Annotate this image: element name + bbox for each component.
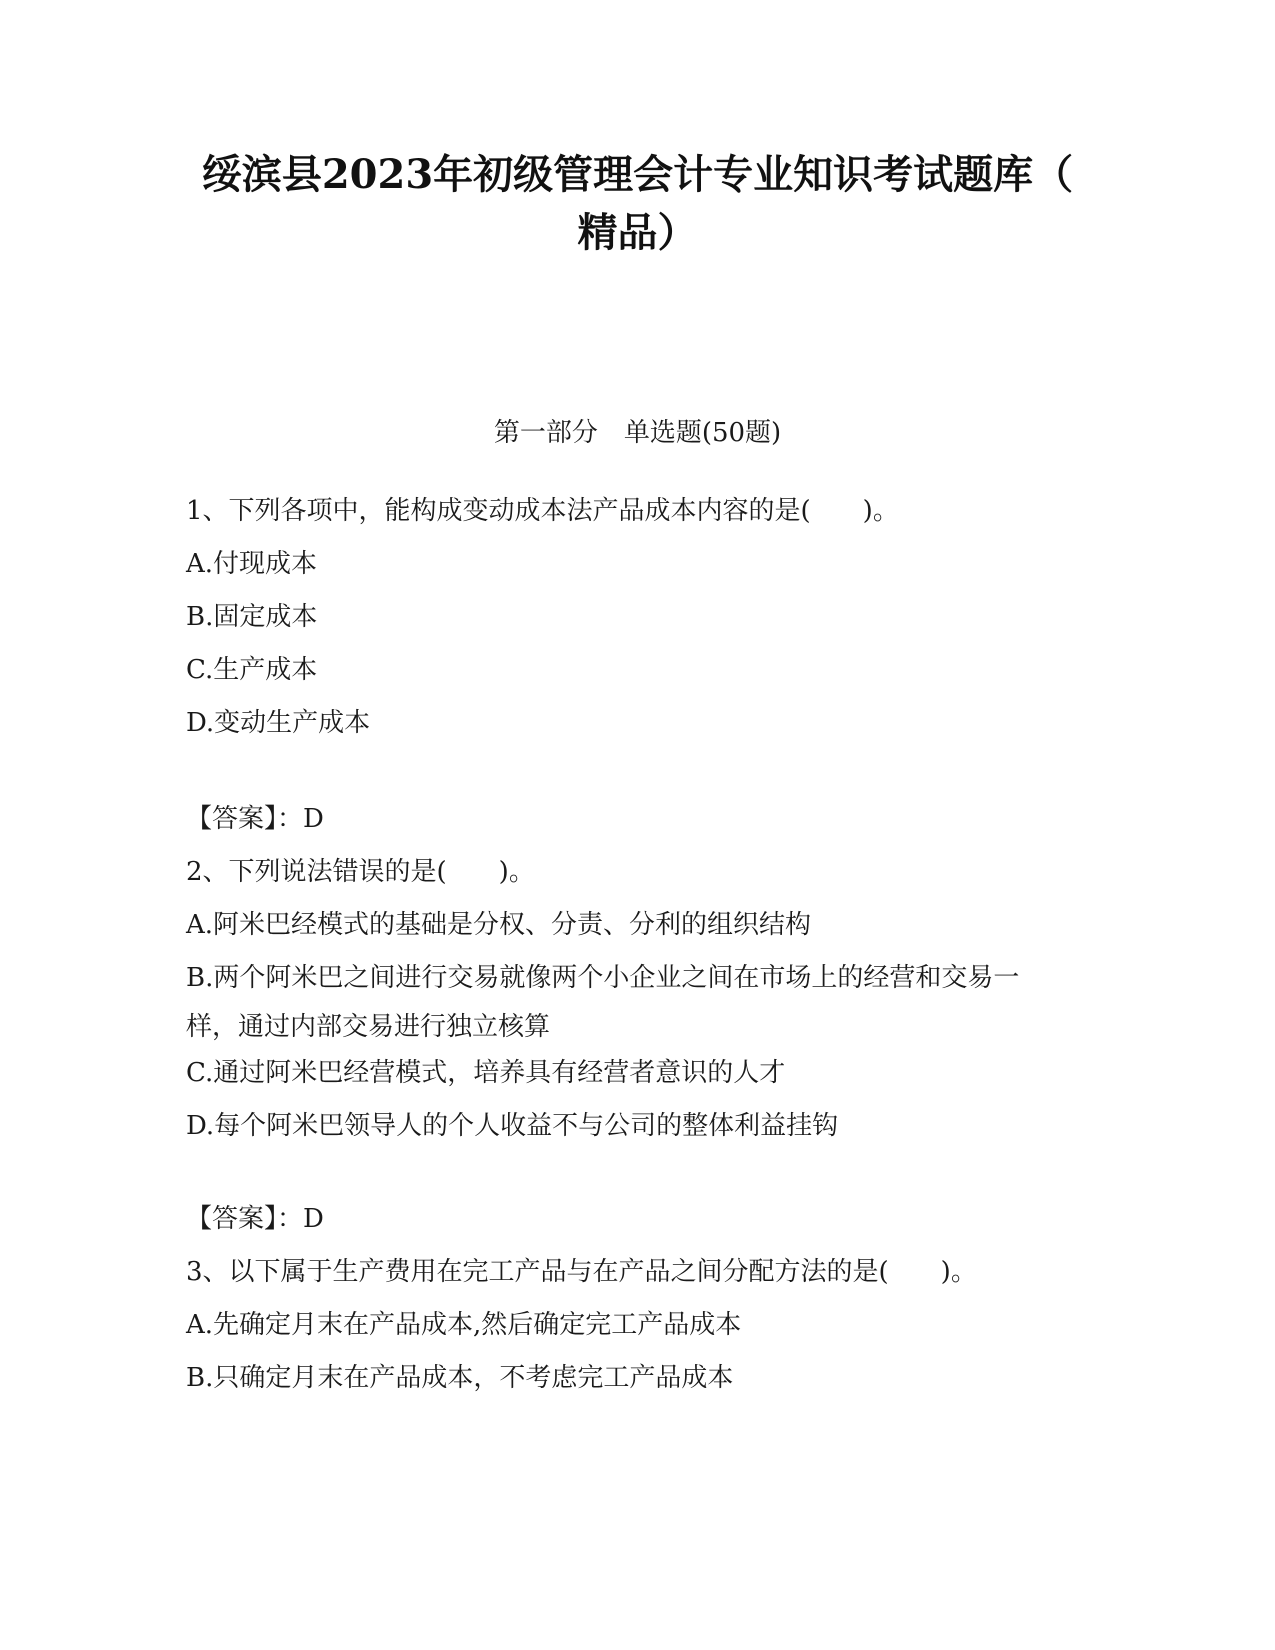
title-line-1: 绥滨县2023年初级管理会计专业知识考试题库（ [201,151,1074,198]
option-d: D.变动生产成本 [186,708,371,738]
option-c: C.通过阿米巴经营模式，培养具有经营者意识的人才 [186,1058,786,1088]
option-a: A.阿米巴经模式的基础是分权、分责、分利的组织结构 [186,910,812,940]
title-line-2: 精品） [577,209,698,256]
option-a: A.付现成本 [186,549,318,579]
option-b: B.只确定月末在产品成本，不考虑完工产品成本 [186,1363,734,1393]
section-heading: 第一部分 单选题(50题) [493,418,782,448]
question-stem: 3、以下属于生产费用在完工产品与在产品之间分配方法的是( )。 [186,1257,977,1287]
document-title [150,146,1125,262]
question-stem: 2、下列说法错误的是( )。 [186,857,535,887]
option-b: B.两个阿米巴之间进行交易就像两个小企业之间在市场上的经营和交易一样，通过内部交易进行独立核算 [186,963,1020,1042]
option-c: C.生产成本 [186,655,318,685]
option-a: A.先确定月末在产品成本,然后确定完工产品成本 [186,1310,742,1340]
option-d: D.每个阿米巴领导人的个人收益不与公司的整体利益挂钩 [186,1111,839,1141]
question-stem: 1、下列各项中，能构成变动成本法产品成本内容的是( )。 [186,496,899,526]
answer-line: 【答案】：D [186,804,324,834]
answer-line: 【答案】：D [186,1204,324,1234]
option-b: B.固定成本 [186,602,318,632]
